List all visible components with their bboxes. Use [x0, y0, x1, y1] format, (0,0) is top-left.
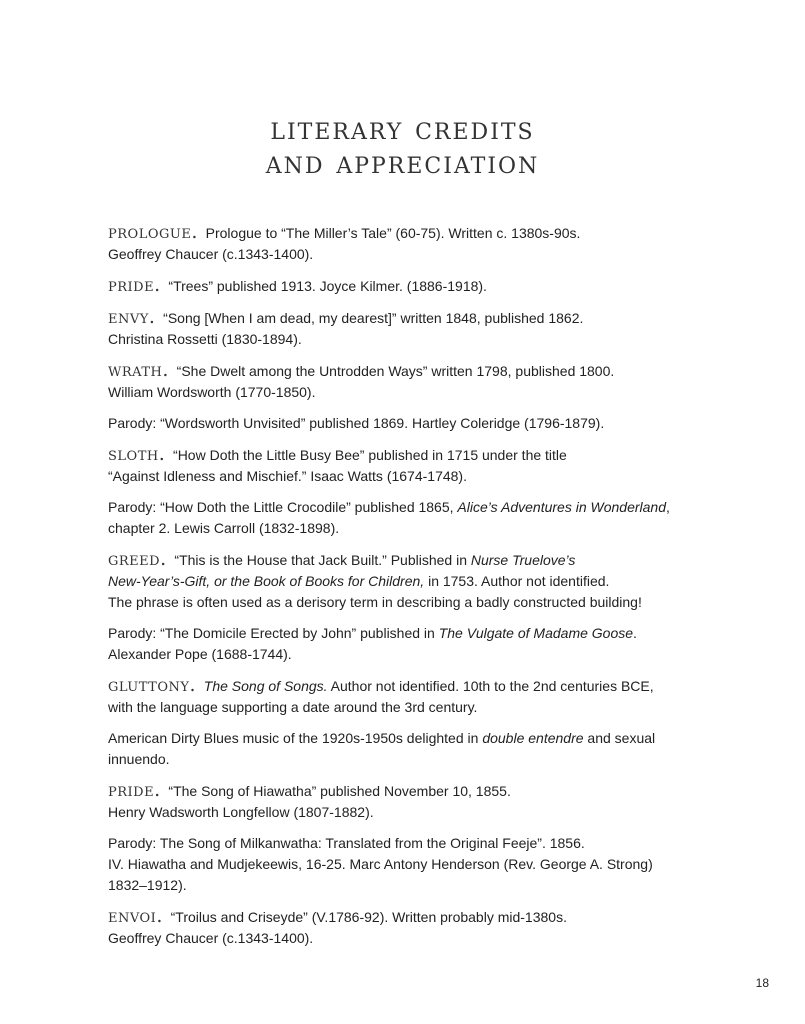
credit-text: . [633, 625, 637, 641]
book-title: New-Year’s-Gift, or the Book of Books for Children, [108, 573, 425, 589]
section-heading: envy. [108, 306, 156, 328]
credit-text: “How Doth the Little Busy Bee” published in 1715 under the title [173, 447, 567, 463]
credit-gluttony [108, 675, 708, 718]
credit-author: Geoffrey Chaucer (c.1343-1400). [108, 246, 314, 262]
section-heading: sloth. [108, 443, 166, 465]
section-heading: wrath. [108, 359, 169, 381]
emphasis-text: double entendre [482, 730, 584, 746]
credit-wordsworth-parody [108, 413, 708, 434]
credit-text: “This is the House that Jack Built.” Published in [174, 552, 471, 568]
credit-author: 1832–1912). [108, 877, 187, 893]
section-heading: pride. [108, 274, 161, 296]
book-title: Alice’s Adventures in Wonderland [457, 499, 666, 515]
credit-blues [108, 728, 708, 770]
credit-sloth [108, 444, 708, 487]
credit-author: “Against Idleness and Mischief.” Isaac Watts (1674-1748). [108, 468, 467, 484]
credit-domicile-parody [108, 623, 708, 665]
title-line-1: literary credits [270, 111, 535, 147]
credit-text: “She Dwelt among the Untrodden Ways” written 1798, published 1800. [176, 363, 615, 379]
book-title: Nurse Truelove’s [470, 552, 576, 568]
credit-crocodile-parody [108, 497, 708, 539]
credit-text: “Song [When I am dead, my dearest]” written 1848, published 1862. [163, 310, 584, 326]
credit-prologue [108, 222, 708, 265]
credit-text: “Troilus and Criseyde” (V.1786-92). Written probably mid-1380s. [170, 909, 567, 925]
section-heading: greed. [108, 548, 167, 570]
credit-note: with the language supporting a date around the 3rd century. [108, 699, 478, 715]
book-title: The Song of Songs. [203, 678, 328, 694]
section-heading: gluttony. [108, 674, 196, 696]
credit-text: and sexual innuendo. [108, 730, 656, 767]
credit-envoi [108, 906, 708, 949]
credit-author: Henry Wadsworth Longfellow (1807-1882). [108, 804, 374, 820]
credit-author: William Wordsworth (1770-1850). [108, 384, 316, 400]
credit-text: , [665, 499, 670, 515]
credit-text: American Dirty Blues music of the 1920s-1950s delighted in [108, 730, 483, 746]
credit-text: Parody: The Song of Milkanwatha: Translated from the Original Feeje”. 1856. [108, 835, 585, 851]
credit-note: The phrase is often used as a derisory term in describing a badly constructed building! [108, 594, 642, 610]
credit-text: “The Song of Hiawatha” published November 10, 1855. [168, 783, 511, 799]
credit-text: “Trees” published 1913. Joyce Kilmer. (1886-1918). [168, 278, 487, 294]
page-title [0, 112, 805, 180]
credit-text: Parody: “The Domicile Erected by John” published in [108, 625, 439, 641]
credit-text: Prologue to “The Miller’s Tale” (60-75). Written c. 1380s-90s. [205, 225, 581, 241]
section-heading: pride. [108, 779, 161, 801]
credit-pride-2 [108, 780, 708, 823]
credit-pride [108, 275, 708, 297]
title-line-2: and appreciation [265, 145, 540, 181]
credit-author: Alexander Pope (1688-1744). [108, 646, 292, 662]
credit-text: Parody: “How Doth the Little Crocodile” published 1865, [108, 499, 458, 515]
section-heading: prologue. [108, 221, 198, 243]
book-title: The Vulgate of Madame Goose [438, 625, 634, 641]
credit-text: Parody: “Wordsworth Unvisited” published 1869. Hartley Coleridge (1796-1879). [108, 415, 605, 431]
section-heading: envoi. [108, 905, 163, 927]
credit-greed [108, 549, 708, 613]
credit-milkanwatha-parody [108, 833, 708, 896]
credit-envy [108, 307, 708, 350]
credit-text: Author not identified. 10th to the 2nd centuries BCE, [327, 678, 654, 694]
page-number: 18 [755, 976, 769, 990]
credit-author: Geoffrey Chaucer (c.1343-1400). [108, 930, 314, 946]
credit-wrath [108, 360, 708, 403]
credits-list [108, 222, 708, 959]
credit-text: in 1753. Author not identified. [424, 573, 610, 589]
credit-author: chapter 2. Lewis Carroll (1832-1898). [108, 520, 340, 536]
credit-text: IV. Hiawatha and Mudjekeewis, 16-25. Marc Antony Henderson (Rev. George A. Strong) [108, 856, 653, 872]
credit-author: Christina Rossetti (1830-1894). [108, 331, 302, 347]
